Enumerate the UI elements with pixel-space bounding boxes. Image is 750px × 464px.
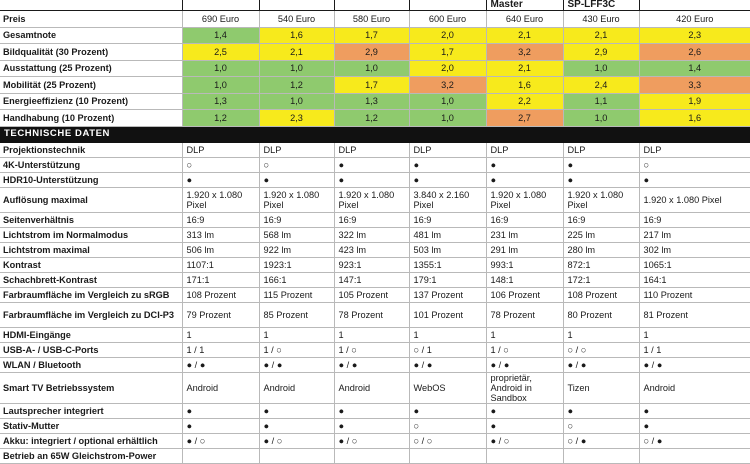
spec-value: 503 lm bbox=[409, 242, 486, 257]
spec-row bbox=[0, 212, 750, 227]
spec-value: ● bbox=[409, 403, 486, 418]
spec-value: ● bbox=[182, 403, 259, 418]
spec-label: Lichtstrom maximal bbox=[0, 242, 182, 257]
spec-value: 16:9 bbox=[639, 212, 750, 227]
rating-value: 600 Euro bbox=[409, 11, 486, 28]
spec-value: 3.840 x 2.160 Pixel bbox=[409, 187, 486, 212]
spec-value bbox=[486, 448, 563, 463]
rating-label: Gesamtnote bbox=[0, 27, 182, 44]
rating-value: 2,7 bbox=[486, 110, 563, 127]
spec-label: 4K-Unterstützung bbox=[0, 157, 182, 172]
model-name bbox=[639, 0, 750, 11]
rating-row bbox=[0, 27, 750, 44]
spec-value: Android bbox=[259, 372, 334, 403]
spec-row bbox=[0, 157, 750, 172]
spec-label: Betrieb an 65W Gleichstrom-Power bbox=[0, 448, 182, 463]
spec-value bbox=[259, 448, 334, 463]
spec-value: DLP bbox=[639, 142, 750, 157]
rating-row bbox=[0, 77, 750, 94]
spec-value: 302 lm bbox=[639, 242, 750, 257]
rating-value: 2,0 bbox=[409, 27, 486, 44]
spec-value: 110 Prozent bbox=[639, 287, 750, 302]
spec-row bbox=[0, 433, 750, 448]
spec-value: ● bbox=[409, 172, 486, 187]
spec-value: Android bbox=[334, 372, 409, 403]
spec-value: ● bbox=[182, 418, 259, 433]
rating-value: 3,2 bbox=[486, 44, 563, 61]
rating-value: 2,9 bbox=[563, 44, 639, 61]
spec-value: 1.920 x 1.080 Pixel bbox=[334, 187, 409, 212]
rating-value: 690 Euro bbox=[182, 11, 259, 28]
rating-value: 1,0 bbox=[182, 60, 259, 77]
rating-value: 1,7 bbox=[409, 44, 486, 61]
spec-row bbox=[0, 142, 750, 157]
spec-value: 1 / 1 bbox=[182, 342, 259, 357]
spec-label: HDMI-Eingänge bbox=[0, 327, 182, 342]
spec-value: 280 lm bbox=[563, 242, 639, 257]
spec-value: 78 Prozent bbox=[486, 302, 563, 327]
spec-label: Lichtstrom im Normalmodus bbox=[0, 227, 182, 242]
spec-value: 1.920 x 1.080 Pixel bbox=[563, 187, 639, 212]
spec-value: 1 bbox=[259, 327, 334, 342]
spec-label: Auflösung maximal bbox=[0, 187, 182, 212]
spec-row bbox=[0, 357, 750, 372]
spec-label: Smart TV Betriebssystem bbox=[0, 372, 182, 403]
rating-value: 1,2 bbox=[334, 110, 409, 127]
spec-label: Stativ-Mutter bbox=[0, 418, 182, 433]
spec-row bbox=[0, 227, 750, 242]
spec-label: Projektionstechnik bbox=[0, 142, 182, 157]
spec-value: ● bbox=[334, 172, 409, 187]
spec-value: 1 bbox=[334, 327, 409, 342]
spec-value: 80 Prozent bbox=[563, 302, 639, 327]
spec-label: Lautsprecher integriert bbox=[0, 403, 182, 418]
spec-value: ○ / ○ bbox=[409, 433, 486, 448]
spec-value: ○ bbox=[182, 157, 259, 172]
rating-value: 2,3 bbox=[259, 110, 334, 127]
spec-value: ● bbox=[486, 157, 563, 172]
rating-label: Handhabung (10 Prozent) bbox=[0, 110, 182, 127]
spec-value: ● bbox=[639, 172, 750, 187]
spec-row bbox=[0, 403, 750, 418]
spec-value: 1.920 x 1.080 Pixel bbox=[639, 187, 750, 212]
spec-label: Akku: integriert / optional erhältlich bbox=[0, 433, 182, 448]
spec-value: 137 Prozent bbox=[409, 287, 486, 302]
rating-row bbox=[0, 44, 750, 61]
spec-value: ○ bbox=[259, 157, 334, 172]
spec-label: HDR10-Unterstützung bbox=[0, 172, 182, 187]
rating-value: 430 Euro bbox=[563, 11, 639, 28]
rating-value: 1,2 bbox=[259, 77, 334, 94]
spec-value: 322 lm bbox=[334, 227, 409, 242]
spec-value: proprietär, Android in Sandbox bbox=[486, 372, 563, 403]
rating-value: 1,0 bbox=[563, 60, 639, 77]
rating-value: 2,5 bbox=[182, 44, 259, 61]
spec-value: ● bbox=[639, 418, 750, 433]
spec-value: DLP bbox=[334, 142, 409, 157]
spec-value: 16:9 bbox=[486, 212, 563, 227]
spec-row bbox=[0, 187, 750, 212]
rating-value: 2,1 bbox=[563, 27, 639, 44]
rating-value: 540 Euro bbox=[259, 11, 334, 28]
spec-value: ● bbox=[563, 157, 639, 172]
spec-value: 1.920 x 1.080 Pixel bbox=[182, 187, 259, 212]
spec-value bbox=[639, 448, 750, 463]
spec-value: 85 Prozent bbox=[259, 302, 334, 327]
spec-value: 78 Prozent bbox=[334, 302, 409, 327]
rating-value: 1,6 bbox=[639, 110, 750, 127]
spec-value: ● / ● bbox=[334, 357, 409, 372]
spec-value: 872:1 bbox=[563, 257, 639, 272]
rating-value: 1,2 bbox=[182, 110, 259, 127]
spec-value: DLP bbox=[409, 142, 486, 157]
spec-value: ○ / ● bbox=[639, 433, 750, 448]
rating-label: Ausstattung (25 Prozent) bbox=[0, 60, 182, 77]
spec-value: 993:1 bbox=[486, 257, 563, 272]
rating-value: 1,4 bbox=[639, 60, 750, 77]
rating-value: 2,1 bbox=[259, 44, 334, 61]
spec-value: 1.920 x 1.080 Pixel bbox=[259, 187, 334, 212]
rating-value: 1,7 bbox=[334, 77, 409, 94]
rating-value: 1,0 bbox=[182, 77, 259, 94]
rating-row bbox=[0, 11, 750, 28]
spec-value: 79 Prozent bbox=[182, 302, 259, 327]
rating-value: 1,1 bbox=[563, 93, 639, 110]
spec-value: 16:9 bbox=[563, 212, 639, 227]
spec-row bbox=[0, 342, 750, 357]
rating-value: 1,3 bbox=[334, 93, 409, 110]
spec-value bbox=[409, 448, 486, 463]
spec-label: Kontrast bbox=[0, 257, 182, 272]
spec-value: ● bbox=[334, 418, 409, 433]
spec-value: ● bbox=[259, 418, 334, 433]
spec-value: Tizen bbox=[563, 372, 639, 403]
rating-value: 1,0 bbox=[259, 60, 334, 77]
spec-value: 922 lm bbox=[259, 242, 334, 257]
spec-value: 1 bbox=[639, 327, 750, 342]
spec-value: 217 lm bbox=[639, 227, 750, 242]
rating-label: Bildqualität (30 Prozent) bbox=[0, 44, 182, 61]
spec-value: ● / ● bbox=[409, 357, 486, 372]
rating-value: 1,0 bbox=[409, 93, 486, 110]
rating-value: 2,6 bbox=[639, 44, 750, 61]
spec-value: ● bbox=[563, 172, 639, 187]
spec-value: ○ / ● bbox=[563, 433, 639, 448]
spec-value: 16:9 bbox=[182, 212, 259, 227]
spec-value: ○ bbox=[563, 418, 639, 433]
spec-value: 1 / 1 bbox=[639, 342, 750, 357]
spec-value: ● bbox=[182, 172, 259, 187]
spec-label: Farbraumfläche im Vergleich zu sRGB bbox=[0, 287, 182, 302]
spec-value: DLP bbox=[182, 142, 259, 157]
spec-value: ● bbox=[486, 403, 563, 418]
rating-label: Preis bbox=[0, 11, 182, 28]
spec-value: 1 bbox=[563, 327, 639, 342]
spec-value: 225 lm bbox=[563, 227, 639, 242]
spec-row bbox=[0, 172, 750, 187]
spec-value: 1 / ○ bbox=[334, 342, 409, 357]
spec-value: 231 lm bbox=[486, 227, 563, 242]
spec-value: Android bbox=[182, 372, 259, 403]
spec-value: ○ bbox=[639, 157, 750, 172]
spec-value: ○ / 1 bbox=[409, 342, 486, 357]
spec-value: 1923:1 bbox=[259, 257, 334, 272]
rating-value: 1,3 bbox=[182, 93, 259, 110]
section-title: TECHNISCHE DATEN bbox=[0, 126, 750, 142]
spec-row bbox=[0, 448, 750, 463]
model-name: SP-LFF3C bbox=[563, 0, 639, 11]
spec-value: 105 Prozent bbox=[334, 287, 409, 302]
rating-value: 2,1 bbox=[486, 27, 563, 44]
spec-row bbox=[0, 272, 750, 287]
spec-value: ● / ● bbox=[259, 357, 334, 372]
spec-value: ● / ○ bbox=[182, 433, 259, 448]
spec-value: 1 bbox=[486, 327, 563, 342]
rating-value: 1,7 bbox=[334, 27, 409, 44]
spec-label: WLAN / Bluetooth bbox=[0, 357, 182, 372]
spec-value: 1355:1 bbox=[409, 257, 486, 272]
spec-value: ● bbox=[259, 172, 334, 187]
spec-value: 106 Prozent bbox=[486, 287, 563, 302]
rating-value: 2,9 bbox=[334, 44, 409, 61]
spec-value: 101 Prozent bbox=[409, 302, 486, 327]
spec-row bbox=[0, 257, 750, 272]
spec-value: 148:1 bbox=[486, 272, 563, 287]
model-header-row bbox=[0, 0, 750, 11]
rating-value: 1,9 bbox=[639, 93, 750, 110]
spec-value: Android bbox=[639, 372, 750, 403]
spec-value: 108 Prozent bbox=[563, 287, 639, 302]
spec-value: ● / ● bbox=[486, 357, 563, 372]
rating-value: 1,0 bbox=[259, 93, 334, 110]
spec-value: 423 lm bbox=[334, 242, 409, 257]
spec-value: 16:9 bbox=[259, 212, 334, 227]
spec-value: 313 lm bbox=[182, 227, 259, 242]
rating-value: 1,6 bbox=[486, 77, 563, 94]
spec-value: WebOS bbox=[409, 372, 486, 403]
spec-value: ● / ● bbox=[639, 357, 750, 372]
spec-label: USB-A- / USB-C-Ports bbox=[0, 342, 182, 357]
rating-value: 3,2 bbox=[409, 77, 486, 94]
spec-value: ● / ● bbox=[563, 357, 639, 372]
spec-value: ○ / ○ bbox=[563, 342, 639, 357]
model-name: Master bbox=[486, 0, 563, 11]
header-corner bbox=[0, 0, 182, 11]
spec-value: ● bbox=[563, 403, 639, 418]
spec-value: 568 lm bbox=[259, 227, 334, 242]
spec-value: 1 / ○ bbox=[486, 342, 563, 357]
spec-value: ● bbox=[334, 403, 409, 418]
spec-value: 179:1 bbox=[409, 272, 486, 287]
spec-value: ○ bbox=[409, 418, 486, 433]
spec-value bbox=[563, 448, 639, 463]
rating-value: 420 Euro bbox=[639, 11, 750, 28]
spec-label: Schachbrett-Kontrast bbox=[0, 272, 182, 287]
rating-value: 2,0 bbox=[409, 60, 486, 77]
model-name bbox=[409, 0, 486, 11]
spec-value: ● / ○ bbox=[334, 433, 409, 448]
spec-value: 1 bbox=[182, 327, 259, 342]
spec-value: 481 lm bbox=[409, 227, 486, 242]
model-name bbox=[182, 0, 259, 11]
section-header-row bbox=[0, 126, 750, 142]
spec-label: Seitenverhältnis bbox=[0, 212, 182, 227]
spec-value: ● bbox=[334, 157, 409, 172]
spec-value: 16:9 bbox=[334, 212, 409, 227]
spec-row bbox=[0, 327, 750, 342]
spec-value: DLP bbox=[563, 142, 639, 157]
rating-value: 2,3 bbox=[639, 27, 750, 44]
spec-value: 115 Prozent bbox=[259, 287, 334, 302]
spec-value: 81 Prozent bbox=[639, 302, 750, 327]
spec-value: ● / ● bbox=[182, 357, 259, 372]
spec-value: 1 bbox=[409, 327, 486, 342]
rating-value: 1,4 bbox=[182, 27, 259, 44]
spec-value: 1065:1 bbox=[639, 257, 750, 272]
spec-value bbox=[334, 448, 409, 463]
rating-value: 2,1 bbox=[486, 60, 563, 77]
rating-value: 1,0 bbox=[563, 110, 639, 127]
rating-value: 2,2 bbox=[486, 93, 563, 110]
spec-value: 16:9 bbox=[409, 212, 486, 227]
spec-value: DLP bbox=[259, 142, 334, 157]
rating-value: 3,3 bbox=[639, 77, 750, 94]
spec-row bbox=[0, 242, 750, 257]
rating-value: 1,0 bbox=[334, 60, 409, 77]
spec-row bbox=[0, 418, 750, 433]
spec-row bbox=[0, 302, 750, 327]
rating-row bbox=[0, 93, 750, 110]
rating-row bbox=[0, 110, 750, 127]
spec-value: ● bbox=[486, 418, 563, 433]
rating-value: 640 Euro bbox=[486, 11, 563, 28]
spec-value: ● bbox=[486, 172, 563, 187]
model-name bbox=[259, 0, 334, 11]
spec-value: 1 / ○ bbox=[259, 342, 334, 357]
spec-value: 291 lm bbox=[486, 242, 563, 257]
spec-row bbox=[0, 372, 750, 403]
spec-value: 1107:1 bbox=[182, 257, 259, 272]
rating-label: Energieeffizienz (10 Prozent) bbox=[0, 93, 182, 110]
spec-value bbox=[182, 448, 259, 463]
model-name bbox=[334, 0, 409, 11]
spec-value: 171:1 bbox=[182, 272, 259, 287]
spec-row bbox=[0, 287, 750, 302]
rating-value: 2,4 bbox=[563, 77, 639, 94]
spec-value: DLP bbox=[486, 142, 563, 157]
spec-value: 1.920 x 1.080 Pixel bbox=[486, 187, 563, 212]
spec-value: 164:1 bbox=[639, 272, 750, 287]
spec-value: 166:1 bbox=[259, 272, 334, 287]
rating-value: 1,6 bbox=[259, 27, 334, 44]
spec-value: ● bbox=[409, 157, 486, 172]
rating-value: 580 Euro bbox=[334, 11, 409, 28]
rating-row bbox=[0, 60, 750, 77]
spec-value: ● bbox=[639, 403, 750, 418]
rating-label: Mobilität (25 Prozent) bbox=[0, 77, 182, 94]
spec-value: 172:1 bbox=[563, 272, 639, 287]
spec-value: 108 Prozent bbox=[182, 287, 259, 302]
spec-value: 147:1 bbox=[334, 272, 409, 287]
spec-value: ● / ○ bbox=[259, 433, 334, 448]
rating-value: 1,0 bbox=[409, 110, 486, 127]
spec-value: 923:1 bbox=[334, 257, 409, 272]
spec-value: 506 lm bbox=[182, 242, 259, 257]
spec-value: ● bbox=[259, 403, 334, 418]
spec-value: ● / ○ bbox=[486, 433, 563, 448]
spec-label: Farbraumfläche im Vergleich zu DCI-P3 bbox=[0, 302, 182, 327]
